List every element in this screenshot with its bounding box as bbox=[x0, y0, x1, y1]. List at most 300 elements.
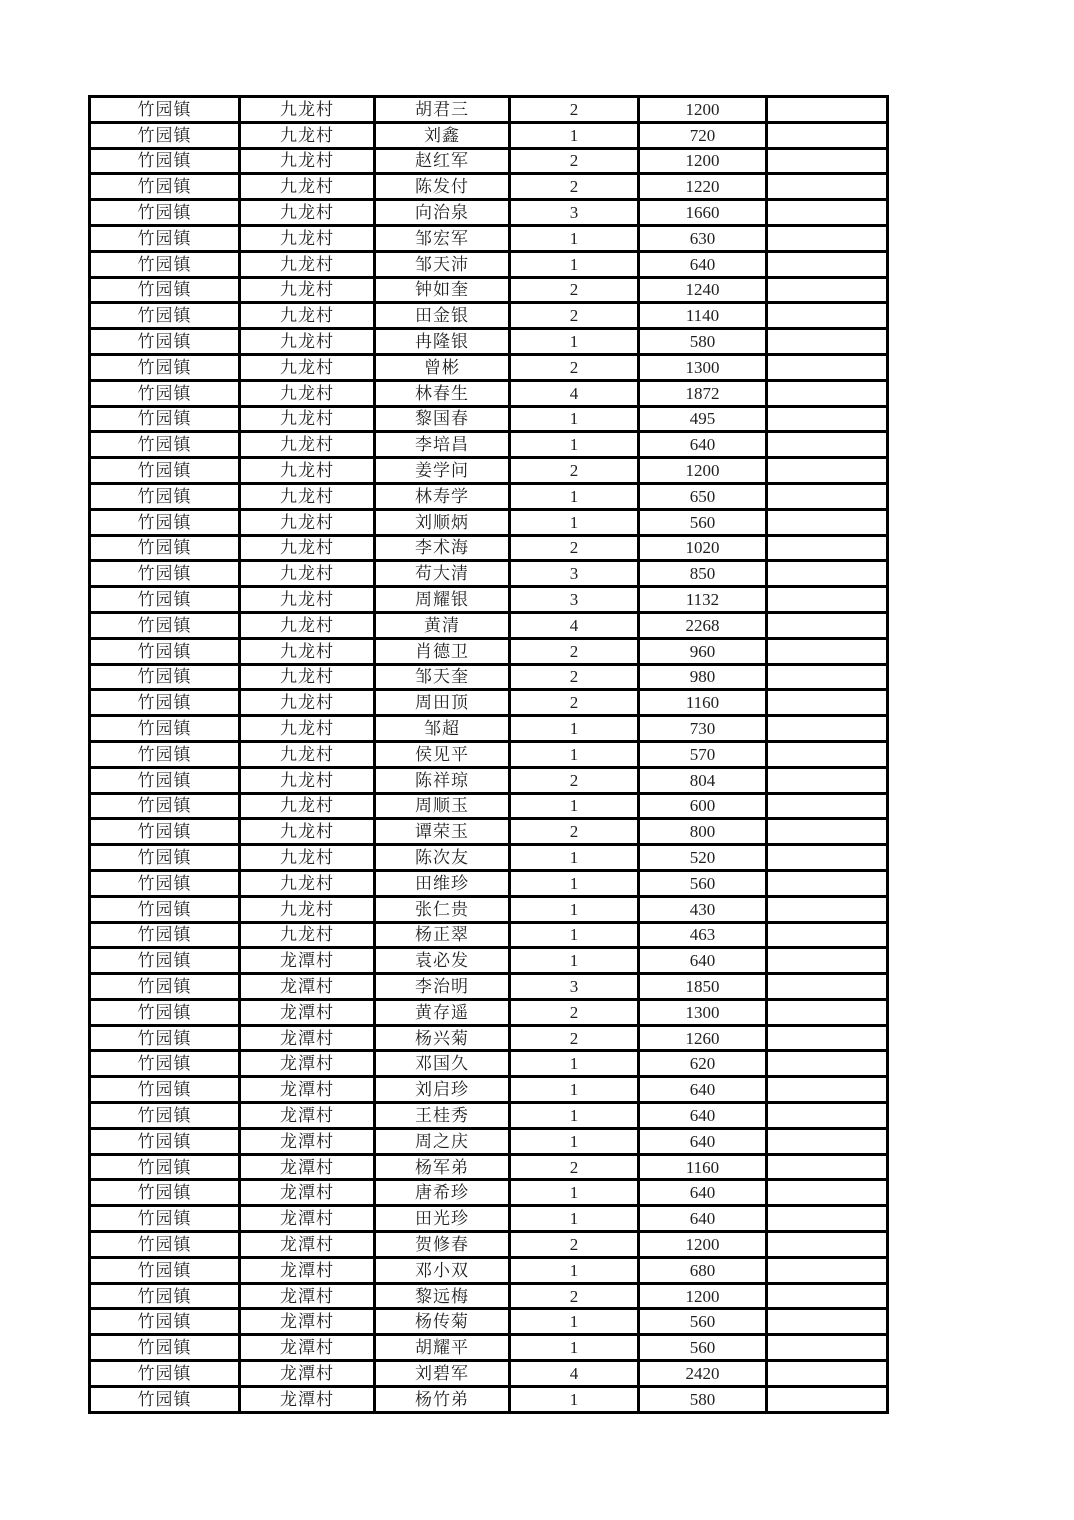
table-row bbox=[90, 819, 888, 845]
cell-amount: 1160 bbox=[639, 1154, 767, 1180]
cell-note bbox=[767, 690, 888, 716]
cell-village: 九龙村 bbox=[240, 535, 375, 561]
cell-count: 1 bbox=[510, 122, 639, 148]
cell-person-name: 林春生 bbox=[375, 380, 510, 406]
cell-town: 竹园镇 bbox=[90, 251, 240, 277]
cell-amount: 570 bbox=[639, 741, 767, 767]
cell-town: 竹园镇 bbox=[90, 458, 240, 484]
cell-person-name: 袁必发 bbox=[375, 948, 510, 974]
cell-count: 1 bbox=[510, 1077, 639, 1103]
cell-note bbox=[767, 483, 888, 509]
cell-amount: 1660 bbox=[639, 200, 767, 226]
cell-amount: 804 bbox=[639, 767, 767, 793]
table-row bbox=[90, 483, 888, 509]
cell-town: 竹园镇 bbox=[90, 1361, 240, 1387]
cell-note bbox=[767, 354, 888, 380]
cell-count: 2 bbox=[510, 1283, 639, 1309]
cell-person-name: 田维珍 bbox=[375, 870, 510, 896]
cell-amount: 1260 bbox=[639, 1025, 767, 1051]
cell-amount: 640 bbox=[639, 1128, 767, 1154]
cell-village: 九龙村 bbox=[240, 767, 375, 793]
cell-note bbox=[767, 845, 888, 871]
cell-town: 竹园镇 bbox=[90, 561, 240, 587]
cell-town: 竹园镇 bbox=[90, 1077, 240, 1103]
cell-amount: 640 bbox=[639, 432, 767, 458]
cell-person-name: 邓小双 bbox=[375, 1257, 510, 1283]
cell-village: 龙潭村 bbox=[240, 974, 375, 1000]
table-row bbox=[90, 225, 888, 251]
cell-note bbox=[767, 1051, 888, 1077]
cell-person-name: 唐希珍 bbox=[375, 1180, 510, 1206]
cell-person-name: 张仁贵 bbox=[375, 896, 510, 922]
cell-note bbox=[767, 587, 888, 613]
cell-town: 竹园镇 bbox=[90, 483, 240, 509]
table-row bbox=[90, 432, 888, 458]
cell-amount: 580 bbox=[639, 329, 767, 355]
cell-count: 3 bbox=[510, 974, 639, 1000]
cell-note bbox=[767, 922, 888, 948]
cell-person-name: 黄清 bbox=[375, 612, 510, 638]
cell-count: 4 bbox=[510, 612, 639, 638]
cell-town: 竹园镇 bbox=[90, 896, 240, 922]
cell-person-name: 李治明 bbox=[375, 974, 510, 1000]
table-row bbox=[90, 561, 888, 587]
table-row bbox=[90, 716, 888, 742]
cell-amount: 2268 bbox=[639, 612, 767, 638]
cell-note bbox=[767, 432, 888, 458]
cell-note bbox=[767, 870, 888, 896]
table-row bbox=[90, 1103, 888, 1129]
cell-person-name: 陈祥琼 bbox=[375, 767, 510, 793]
cell-town: 竹园镇 bbox=[90, 587, 240, 613]
cell-count: 2 bbox=[510, 354, 639, 380]
table-row bbox=[90, 1128, 888, 1154]
cell-town: 竹园镇 bbox=[90, 664, 240, 690]
cell-count: 2 bbox=[510, 999, 639, 1025]
cell-person-name: 周之庆 bbox=[375, 1128, 510, 1154]
cell-count: 2 bbox=[510, 303, 639, 329]
cell-count: 2 bbox=[510, 1025, 639, 1051]
cell-note bbox=[767, 716, 888, 742]
cell-village: 龙潭村 bbox=[240, 948, 375, 974]
table-row bbox=[90, 845, 888, 871]
cell-count: 2 bbox=[510, 638, 639, 664]
cell-amount: 1300 bbox=[639, 354, 767, 380]
cell-village: 九龙村 bbox=[240, 406, 375, 432]
cell-note bbox=[767, 948, 888, 974]
cell-note bbox=[767, 122, 888, 148]
cell-village: 龙潭村 bbox=[240, 1051, 375, 1077]
cell-person-name: 刘顺炳 bbox=[375, 509, 510, 535]
cell-note bbox=[767, 793, 888, 819]
cell-count: 2 bbox=[510, 664, 639, 690]
cell-village: 九龙村 bbox=[240, 870, 375, 896]
cell-note bbox=[767, 612, 888, 638]
cell-count: 1 bbox=[510, 1335, 639, 1361]
table-row bbox=[90, 1180, 888, 1206]
table-row bbox=[90, 948, 888, 974]
cell-person-name: 邹天奎 bbox=[375, 664, 510, 690]
cell-amount: 1240 bbox=[639, 277, 767, 303]
cell-amount: 720 bbox=[639, 122, 767, 148]
cell-village: 龙潭村 bbox=[240, 999, 375, 1025]
cell-amount: 850 bbox=[639, 561, 767, 587]
cell-note bbox=[767, 458, 888, 484]
cell-town: 竹园镇 bbox=[90, 406, 240, 432]
cell-village: 龙潭村 bbox=[240, 1386, 375, 1412]
cell-count: 2 bbox=[510, 97, 639, 123]
cell-count: 2 bbox=[510, 1232, 639, 1258]
cell-town: 竹园镇 bbox=[90, 148, 240, 174]
cell-town: 竹园镇 bbox=[90, 612, 240, 638]
cell-count: 1 bbox=[510, 870, 639, 896]
cell-person-name: 黎远梅 bbox=[375, 1283, 510, 1309]
cell-note bbox=[767, 741, 888, 767]
cell-village: 龙潭村 bbox=[240, 1077, 375, 1103]
table-row bbox=[90, 122, 888, 148]
cell-amount: 640 bbox=[639, 948, 767, 974]
cell-town: 竹园镇 bbox=[90, 380, 240, 406]
cell-amount: 1020 bbox=[639, 535, 767, 561]
cell-village: 九龙村 bbox=[240, 329, 375, 355]
cell-amount: 560 bbox=[639, 1309, 767, 1335]
cell-village: 九龙村 bbox=[240, 483, 375, 509]
cell-person-name: 邹超 bbox=[375, 716, 510, 742]
cell-person-name: 黎国春 bbox=[375, 406, 510, 432]
cell-village: 九龙村 bbox=[240, 458, 375, 484]
cell-village: 九龙村 bbox=[240, 122, 375, 148]
cell-town: 竹园镇 bbox=[90, 1335, 240, 1361]
cell-village: 九龙村 bbox=[240, 561, 375, 587]
cell-note bbox=[767, 148, 888, 174]
table-row bbox=[90, 664, 888, 690]
cell-village: 龙潭村 bbox=[240, 1257, 375, 1283]
table-row bbox=[90, 1232, 888, 1258]
cell-count: 1 bbox=[510, 1051, 639, 1077]
cell-note bbox=[767, 1309, 888, 1335]
table-row bbox=[90, 1077, 888, 1103]
cell-person-name: 田金银 bbox=[375, 303, 510, 329]
cell-note bbox=[767, 1335, 888, 1361]
cell-person-name: 杨正翠 bbox=[375, 922, 510, 948]
cell-town: 竹园镇 bbox=[90, 329, 240, 355]
cell-person-name: 陈次友 bbox=[375, 845, 510, 871]
cell-village: 九龙村 bbox=[240, 612, 375, 638]
cell-village: 龙潭村 bbox=[240, 1335, 375, 1361]
cell-count: 1 bbox=[510, 845, 639, 871]
cell-amount: 1200 bbox=[639, 458, 767, 484]
table-row bbox=[90, 1025, 888, 1051]
cell-count: 2 bbox=[510, 174, 639, 200]
cell-count: 2 bbox=[510, 690, 639, 716]
cell-person-name: 周田顶 bbox=[375, 690, 510, 716]
cell-town: 竹园镇 bbox=[90, 1206, 240, 1232]
table-row bbox=[90, 251, 888, 277]
table-body bbox=[90, 97, 888, 1413]
cell-village: 龙潭村 bbox=[240, 1206, 375, 1232]
cell-amount: 640 bbox=[639, 1180, 767, 1206]
cell-village: 龙潭村 bbox=[240, 1103, 375, 1129]
cell-town: 竹园镇 bbox=[90, 1309, 240, 1335]
cell-person-name: 胡耀平 bbox=[375, 1335, 510, 1361]
cell-person-name: 刘启珍 bbox=[375, 1077, 510, 1103]
table-row bbox=[90, 1154, 888, 1180]
cell-town: 竹园镇 bbox=[90, 1232, 240, 1258]
cell-town: 竹园镇 bbox=[90, 767, 240, 793]
cell-note bbox=[767, 1283, 888, 1309]
cell-amount: 1200 bbox=[639, 97, 767, 123]
cell-village: 九龙村 bbox=[240, 819, 375, 845]
table-row bbox=[90, 1206, 888, 1232]
cell-note bbox=[767, 819, 888, 845]
cell-amount: 680 bbox=[639, 1257, 767, 1283]
cell-town: 竹园镇 bbox=[90, 1128, 240, 1154]
cell-person-name: 刘鑫 bbox=[375, 122, 510, 148]
cell-town: 竹园镇 bbox=[90, 638, 240, 664]
cell-amount: 1872 bbox=[639, 380, 767, 406]
cell-note bbox=[767, 664, 888, 690]
cell-amount: 2420 bbox=[639, 1361, 767, 1387]
table-row bbox=[90, 97, 888, 123]
cell-village: 九龙村 bbox=[240, 354, 375, 380]
table-row bbox=[90, 277, 888, 303]
cell-town: 竹园镇 bbox=[90, 845, 240, 871]
cell-count: 1 bbox=[510, 922, 639, 948]
cell-amount: 600 bbox=[639, 793, 767, 819]
cell-count: 1 bbox=[510, 1386, 639, 1412]
cell-amount: 1200 bbox=[639, 148, 767, 174]
cell-count: 1 bbox=[510, 483, 639, 509]
cell-note bbox=[767, 303, 888, 329]
cell-person-name: 周耀银 bbox=[375, 587, 510, 613]
table-row bbox=[90, 870, 888, 896]
cell-count: 2 bbox=[510, 1154, 639, 1180]
cell-person-name: 林寿学 bbox=[375, 483, 510, 509]
cell-count: 4 bbox=[510, 380, 639, 406]
cell-amount: 463 bbox=[639, 922, 767, 948]
cell-village: 九龙村 bbox=[240, 200, 375, 226]
cell-village: 九龙村 bbox=[240, 690, 375, 716]
cell-amount: 620 bbox=[639, 1051, 767, 1077]
cell-note bbox=[767, 638, 888, 664]
cell-amount: 1200 bbox=[639, 1232, 767, 1258]
cell-person-name: 杨兴菊 bbox=[375, 1025, 510, 1051]
table-row bbox=[90, 354, 888, 380]
cell-town: 竹园镇 bbox=[90, 122, 240, 148]
cell-town: 竹园镇 bbox=[90, 1283, 240, 1309]
cell-town: 竹园镇 bbox=[90, 354, 240, 380]
cell-amount: 650 bbox=[639, 483, 767, 509]
cell-person-name: 胡君三 bbox=[375, 97, 510, 123]
cell-count: 1 bbox=[510, 406, 639, 432]
cell-count: 1 bbox=[510, 432, 639, 458]
table-row bbox=[90, 458, 888, 484]
cell-town: 竹园镇 bbox=[90, 741, 240, 767]
cell-person-name: 曾彬 bbox=[375, 354, 510, 380]
cell-amount: 1132 bbox=[639, 587, 767, 613]
cell-amount: 560 bbox=[639, 870, 767, 896]
cell-person-name: 田光珍 bbox=[375, 1206, 510, 1232]
cell-person-name: 王桂秀 bbox=[375, 1103, 510, 1129]
cell-person-name: 杨军弟 bbox=[375, 1154, 510, 1180]
cell-note bbox=[767, 200, 888, 226]
table-row bbox=[90, 1309, 888, 1335]
table-row bbox=[90, 638, 888, 664]
cell-note bbox=[767, 974, 888, 1000]
cell-count: 1 bbox=[510, 741, 639, 767]
cell-town: 竹园镇 bbox=[90, 1180, 240, 1206]
table-row bbox=[90, 1283, 888, 1309]
cell-count: 1 bbox=[510, 1128, 639, 1154]
table-row bbox=[90, 1257, 888, 1283]
cell-note bbox=[767, 561, 888, 587]
cell-count: 1 bbox=[510, 251, 639, 277]
cell-person-name: 姜学问 bbox=[375, 458, 510, 484]
cell-town: 竹园镇 bbox=[90, 690, 240, 716]
cell-person-name: 陈发付 bbox=[375, 174, 510, 200]
cell-town: 竹园镇 bbox=[90, 819, 240, 845]
cell-amount: 1850 bbox=[639, 974, 767, 1000]
cell-person-name: 肖德卫 bbox=[375, 638, 510, 664]
table-row bbox=[90, 406, 888, 432]
cell-note bbox=[767, 1154, 888, 1180]
cell-amount: 520 bbox=[639, 845, 767, 871]
table-row bbox=[90, 148, 888, 174]
table-row bbox=[90, 303, 888, 329]
cell-person-name: 黄存遥 bbox=[375, 999, 510, 1025]
cell-town: 竹园镇 bbox=[90, 535, 240, 561]
cell-village: 九龙村 bbox=[240, 741, 375, 767]
cell-village: 九龙村 bbox=[240, 716, 375, 742]
table-row bbox=[90, 535, 888, 561]
cell-town: 竹园镇 bbox=[90, 1025, 240, 1051]
cell-note bbox=[767, 1128, 888, 1154]
cell-note bbox=[767, 896, 888, 922]
cell-note bbox=[767, 1025, 888, 1051]
cell-town: 竹园镇 bbox=[90, 948, 240, 974]
cell-note bbox=[767, 1180, 888, 1206]
cell-amount: 640 bbox=[639, 251, 767, 277]
cell-note bbox=[767, 277, 888, 303]
cell-amount: 1160 bbox=[639, 690, 767, 716]
cell-count: 1 bbox=[510, 1257, 639, 1283]
cell-town: 竹园镇 bbox=[90, 716, 240, 742]
cell-village: 九龙村 bbox=[240, 509, 375, 535]
cell-count: 4 bbox=[510, 1361, 639, 1387]
cell-note bbox=[767, 174, 888, 200]
cell-village: 龙潭村 bbox=[240, 1232, 375, 1258]
cell-town: 竹园镇 bbox=[90, 1154, 240, 1180]
cell-amount: 630 bbox=[639, 225, 767, 251]
table-row bbox=[90, 793, 888, 819]
cell-count: 1 bbox=[510, 509, 639, 535]
cell-person-name: 邹宏军 bbox=[375, 225, 510, 251]
cell-amount: 1300 bbox=[639, 999, 767, 1025]
cell-person-name: 苟大清 bbox=[375, 561, 510, 587]
cell-town: 竹园镇 bbox=[90, 277, 240, 303]
cell-note bbox=[767, 1232, 888, 1258]
cell-person-name: 李术海 bbox=[375, 535, 510, 561]
cell-person-name: 贺修春 bbox=[375, 1232, 510, 1258]
cell-village: 九龙村 bbox=[240, 432, 375, 458]
cell-note bbox=[767, 1206, 888, 1232]
cell-village: 九龙村 bbox=[240, 793, 375, 819]
cell-note bbox=[767, 406, 888, 432]
cell-village: 九龙村 bbox=[240, 845, 375, 871]
cell-person-name: 刘碧军 bbox=[375, 1361, 510, 1387]
cell-note bbox=[767, 1103, 888, 1129]
cell-note bbox=[767, 380, 888, 406]
table-row bbox=[90, 922, 888, 948]
cell-count: 1 bbox=[510, 225, 639, 251]
cell-village: 龙潭村 bbox=[240, 1180, 375, 1206]
cell-count: 2 bbox=[510, 535, 639, 561]
cell-amount: 560 bbox=[639, 1335, 767, 1361]
cell-person-name: 冉隆银 bbox=[375, 329, 510, 355]
cell-village: 九龙村 bbox=[240, 277, 375, 303]
cell-note bbox=[767, 1077, 888, 1103]
table-row bbox=[90, 587, 888, 613]
cell-note bbox=[767, 999, 888, 1025]
cell-count: 1 bbox=[510, 793, 639, 819]
cell-village: 龙潭村 bbox=[240, 1361, 375, 1387]
cell-person-name: 周顺玉 bbox=[375, 793, 510, 819]
cell-amount: 640 bbox=[639, 1077, 767, 1103]
cell-person-name: 邹天沛 bbox=[375, 251, 510, 277]
cell-village: 九龙村 bbox=[240, 587, 375, 613]
cell-amount: 560 bbox=[639, 509, 767, 535]
cell-note bbox=[767, 509, 888, 535]
cell-town: 竹园镇 bbox=[90, 432, 240, 458]
grant-table bbox=[88, 95, 889, 1414]
cell-count: 3 bbox=[510, 200, 639, 226]
cell-note bbox=[767, 1386, 888, 1412]
cell-village: 九龙村 bbox=[240, 380, 375, 406]
cell-amount: 800 bbox=[639, 819, 767, 845]
cell-town: 竹园镇 bbox=[90, 174, 240, 200]
table-row bbox=[90, 767, 888, 793]
table-row bbox=[90, 999, 888, 1025]
cell-amount: 960 bbox=[639, 638, 767, 664]
table-row bbox=[90, 1051, 888, 1077]
cell-town: 竹园镇 bbox=[90, 870, 240, 896]
cell-amount: 580 bbox=[639, 1386, 767, 1412]
cell-count: 3 bbox=[510, 561, 639, 587]
cell-town: 竹园镇 bbox=[90, 200, 240, 226]
cell-count: 1 bbox=[510, 896, 639, 922]
cell-amount: 640 bbox=[639, 1103, 767, 1129]
cell-count: 1 bbox=[510, 1309, 639, 1335]
cell-amount: 980 bbox=[639, 664, 767, 690]
cell-town: 竹园镇 bbox=[90, 1051, 240, 1077]
cell-amount: 430 bbox=[639, 896, 767, 922]
cell-note bbox=[767, 535, 888, 561]
cell-note bbox=[767, 329, 888, 355]
cell-village: 九龙村 bbox=[240, 97, 375, 123]
table-row bbox=[90, 1361, 888, 1387]
cell-note bbox=[767, 97, 888, 123]
table-row bbox=[90, 896, 888, 922]
cell-town: 竹园镇 bbox=[90, 1386, 240, 1412]
table-row bbox=[90, 1335, 888, 1361]
cell-village: 九龙村 bbox=[240, 922, 375, 948]
cell-village: 九龙村 bbox=[240, 896, 375, 922]
cell-village: 九龙村 bbox=[240, 225, 375, 251]
cell-person-name: 赵红军 bbox=[375, 148, 510, 174]
cell-village: 九龙村 bbox=[240, 148, 375, 174]
cell-amount: 1200 bbox=[639, 1283, 767, 1309]
cell-amount: 495 bbox=[639, 406, 767, 432]
